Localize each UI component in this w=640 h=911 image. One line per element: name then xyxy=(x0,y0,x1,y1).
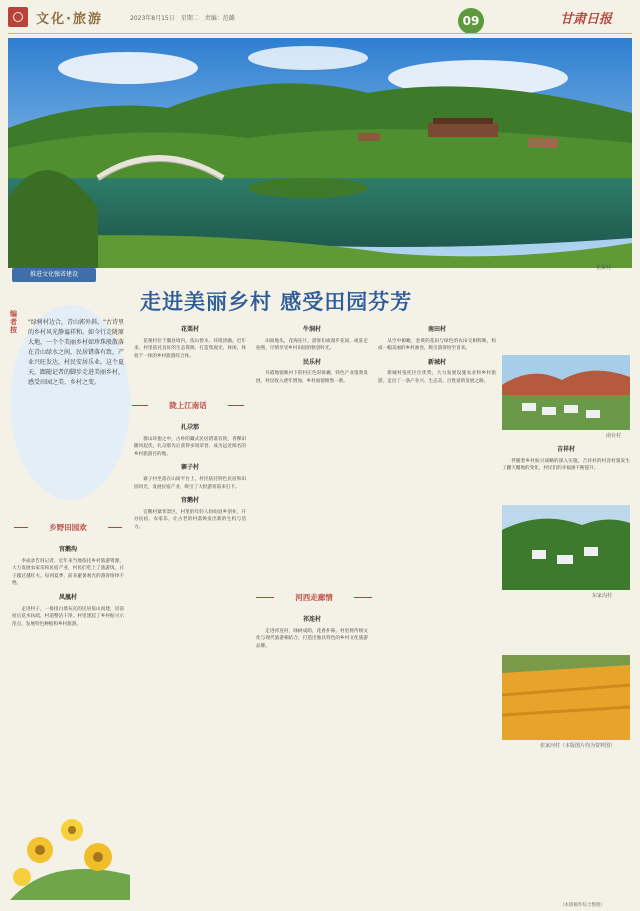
text-column-1 xyxy=(12,540,124,790)
flower-icon xyxy=(10,795,130,900)
dateline: 2023年8月15日 星期二 责编：范璐 xyxy=(130,15,235,22)
hero-photo xyxy=(8,38,632,268)
section-name: 文化·旅游 xyxy=(36,12,103,27)
photo-village-2 xyxy=(502,505,630,590)
text-column-5a xyxy=(502,440,630,495)
section-heading-2: 陇上江南话 xyxy=(169,401,207,410)
section-rule-left xyxy=(132,405,148,406)
photo-caption: 东家沟村 xyxy=(592,593,613,599)
article-body: 田间地头，花海连片。游客们或漫步花间，或驻足拍照，尽情享受乡村田园的惬意时光。 xyxy=(256,338,368,352)
article-body: 伴随着乡村振兴战略的深入实施，吉祥村的村容村貌发生了翻天覆地的变化，村民们的幸福感不断提升。 xyxy=(502,458,630,472)
article-title: 扎尕那 xyxy=(180,424,199,431)
section-rule-right xyxy=(108,527,122,528)
page-title: 走进美丽乡村 感受田园芬芳 xyxy=(140,290,413,314)
section-heading-3: 河西走廊情 xyxy=(295,593,333,602)
article-title: 南田村 xyxy=(427,326,446,333)
article-body: 丹霞地貌映衬下的村庄色彩斑斓，特色产业蓬勃发展，村民收入逐年增加，乡村面貌焕然一新。 xyxy=(256,371,368,384)
village-landscape-illustration xyxy=(502,505,630,590)
text-column-3a xyxy=(256,320,368,585)
article-body: 寨子村坐落在山间平台上，村民依托特色民居和田园风光，发展民宿产业，吸引了大批游客前来打卡。 xyxy=(134,476,246,490)
column-tag: 推进文化强省建设 xyxy=(12,268,96,282)
section-rule-right xyxy=(354,597,372,598)
article-title: 花栗村 xyxy=(180,326,199,333)
flowers-decoration xyxy=(10,795,130,900)
article-body: 新城村依托区位优势，大力发展设施农业和乡村旅游，走出了一条产业兴、生态美、百姓富的发展之路。 xyxy=(378,371,496,384)
section-heading-1: 乡野田园欢 xyxy=(49,523,87,532)
text-column-2a xyxy=(134,320,246,400)
header-divider xyxy=(8,33,632,34)
article-body: 走进祁连村，绿树成荫，花香扑鼻。村里将传统文化与现代旅游相结合，打造出独具特色的乡村文化旅游品牌。 xyxy=(256,628,368,649)
photo-caption: 南台村 xyxy=(606,433,622,439)
flower-field-illustration xyxy=(502,655,630,740)
article-body: 群山环抱之中，古朴的藏式民居错落有致，青稞田随风起伏。扎尕那先后获得多项荣誉，成为远近闻名的乡村旅游目的地。 xyxy=(134,436,246,457)
editor-note-label: 编者按 xyxy=(10,310,17,334)
article-title: 官鹅村 xyxy=(180,497,199,505)
article-title: 牛洞村 xyxy=(302,326,321,333)
footer-note: （本版稿件综合整理） xyxy=(560,903,605,908)
text-column-4 xyxy=(378,320,496,860)
article-body: 走进村子，一排排白墙灰瓦的民居依山而建，房前屋后花木扶疏，村道整洁干净。村里建起了乡村振兴示范点，发展特色种植和乡村旅游。 xyxy=(12,606,124,627)
text-column-2b xyxy=(134,418,246,798)
article-body: 从空中俯瞰，金黄的花田与绿色的农田交相辉映，构成一幅美丽的乡村画卷，吸引游客纷至沓来。 xyxy=(378,338,496,352)
article-title: 官鹅沟 xyxy=(58,546,77,553)
hero-caption: 花栗村 xyxy=(596,265,612,271)
photo-flower-field xyxy=(502,655,630,740)
article-title: 吉祥村 xyxy=(556,446,575,453)
masthead-logo: 甘肃日报 xyxy=(560,12,613,27)
editor-note-text: "绿树村边合，青山郭外斜。"古诗里的乡村风光静谧祥和。如今行走陇原大地，一个个美丽乡村如珍珠般散落在青山绿水之间，民居错落有致，产业兴旺发达，村民安居乐业。这个夏天，跟随记者的脚步走进美丽乡村，感受田园之美、乡村之变。 xyxy=(28,319,125,386)
article-body: 官鹅村紧邻景区，村里的年轻人纷纷返乡创业，开办民宿、农家乐，让古老的村落焕发出新的生机与活力。 xyxy=(134,509,246,530)
article-title: 新城村 xyxy=(427,358,446,366)
article-title: 民乐村 xyxy=(302,358,321,366)
article-title: 凤凰村 xyxy=(58,593,77,601)
section-rule-right xyxy=(228,405,244,406)
article-title: 寨子村 xyxy=(180,464,199,472)
hero-landscape-illustration xyxy=(8,38,632,268)
text-column-3b xyxy=(256,610,368,860)
section-rule-left xyxy=(256,597,274,598)
section-logo-icon xyxy=(8,7,28,27)
photo-village-1 xyxy=(502,355,630,430)
page-number-badge: 09 xyxy=(458,8,484,34)
article-body: 李成录告诉记者，近年来当地依托乡村旅游资源，大力发展农家乐和民宿产业，村民们吃上了旅游饭，日子越过越红火。每到夏季，前来避暑观光的游客络绎不绝。 xyxy=(12,558,124,587)
page-header xyxy=(0,0,640,34)
article-title: 祁连村 xyxy=(302,616,321,623)
section-rule-left xyxy=(14,527,28,528)
article-body: 花栗村位于徽县境内，依山傍水，环境清幽。近年来，村里依托良好的生态资源，打造集观光、休闲、体验于一体的乡村旅游综合体。 xyxy=(134,338,246,359)
village-landscape-illustration xyxy=(502,355,630,430)
photo-caption: 张家河村（本版图片均为资料图） xyxy=(540,743,616,749)
